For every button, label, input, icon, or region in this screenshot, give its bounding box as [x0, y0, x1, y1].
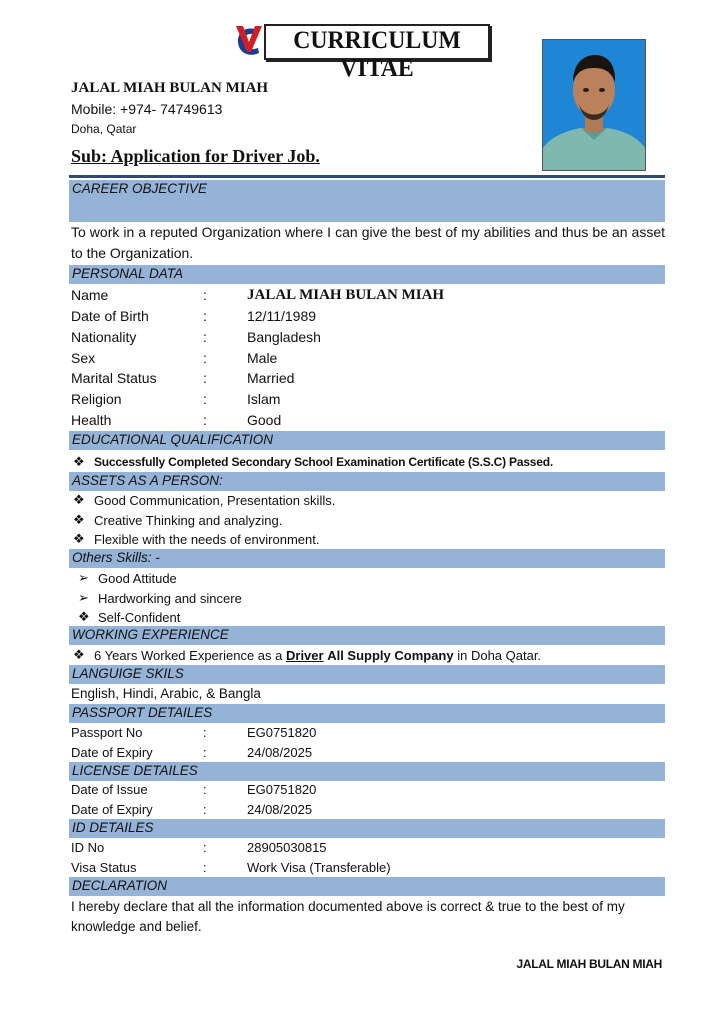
value-id-no: 28905030815: [247, 840, 327, 855]
colon: :: [203, 329, 207, 345]
section-declaration: DECLARATION: [69, 877, 665, 896]
value-nationality: Bangladesh: [247, 329, 321, 345]
education-item: Successfully Completed Secondary School Examination Certificate (S.S.C) Passed.: [94, 455, 554, 469]
label-name: Name: [71, 287, 109, 303]
colon: :: [203, 350, 207, 366]
colon: :: [203, 412, 207, 428]
diamond-bullet-icon: ❖: [73, 454, 85, 469]
diamond-bullet-icon: ❖: [73, 492, 85, 507]
section-working-experience: WORKING EXPERIENCE: [69, 626, 665, 645]
label-sex: Sex: [71, 350, 96, 366]
label-license-issue: Date of Issue: [71, 782, 148, 797]
signature-name: JALAL MIAH BULAN MIAH: [516, 957, 662, 971]
cv-logo: [234, 22, 488, 82]
colon: :: [203, 287, 207, 303]
arrow-bullet-icon: ➢: [78, 590, 89, 605]
person-photo-icon: [543, 40, 645, 170]
diamond-bullet-icon: ❖: [73, 647, 85, 662]
label-nationality: Nationality: [71, 329, 137, 345]
value-religion: Islam: [247, 391, 281, 407]
section-educational-qualification: EDUCATIONAL QUALIFICATION: [69, 431, 665, 450]
colon: :: [203, 860, 207, 875]
value-date-of-birth: 12/11/1989: [247, 308, 317, 324]
logo-frame: [264, 24, 490, 82]
work-company: All Supply Company: [327, 648, 454, 663]
value-health: Good: [247, 412, 282, 428]
label-marital-status: Marital Status: [71, 370, 157, 386]
diamond-bullet-icon: ❖: [73, 531, 85, 546]
value-license-issue: EG0751820: [247, 782, 317, 797]
section-assets: ASSETS AS A PERSON:: [69, 472, 665, 491]
career-objective-text: To work in a reputed Organization where I can give the best of my abilities and thus be an asset to the Organization.: [71, 224, 665, 261]
section-id-details: ID DETAILES: [69, 819, 665, 838]
asset-item: Creative Thinking and analyzing.: [94, 513, 283, 528]
header-divider: [69, 175, 665, 178]
colon: :: [203, 308, 207, 324]
mobile-number: Mobile: +974- 74749613: [71, 101, 223, 117]
work-experience-line: [94, 648, 541, 663]
section-personal-data: PERSONAL DATA: [69, 265, 665, 284]
work-pre: 6 Years Worked Experience as a: [94, 648, 286, 663]
work-role: Driver: [286, 648, 324, 663]
colon: :: [203, 802, 207, 817]
work-post: in Doha Qatar.: [453, 648, 542, 663]
value-license-expiry: 24/08/2025: [247, 802, 313, 817]
skill-item: Self-Confident: [98, 610, 181, 625]
label-id-no: ID No: [71, 840, 105, 855]
value-passport-no: EG0751820: [247, 725, 317, 740]
value-marital-status: Married: [247, 370, 295, 386]
diamond-bullet-icon: ❖: [73, 512, 85, 527]
section-other-skills: Others Skills: -: [69, 549, 665, 568]
location: Doha, Qatar: [71, 122, 137, 136]
colon: :: [203, 725, 207, 740]
section-passport-details: PASSPORT DETAILES: [69, 704, 665, 723]
skill-item: Good Attitude: [98, 571, 177, 586]
value-sex: Male: [247, 350, 278, 366]
subject-line: Sub: Application for Driver Job.: [71, 146, 320, 166]
applicant-name: JALAL MIAH BULAN MIAH: [71, 80, 269, 96]
value-visa-status: Work Visa (Transferable): [247, 860, 391, 875]
label-license-expiry: Date of Expiry: [71, 802, 153, 817]
label-visa-status: Visa Status: [71, 860, 137, 875]
value-passport-expiry: 24/08/2025: [247, 745, 313, 760]
label-passport-no: Passport No: [71, 725, 143, 740]
asset-item: Good Communication, Presentation skills.: [94, 493, 336, 508]
profile-photo: [542, 39, 646, 171]
asset-item: Flexible with the needs of environment.: [94, 532, 320, 547]
declaration-text: I hereby declare that all the information documented above is correct & true to the best of my knowledge and belief.: [71, 899, 625, 934]
section-language-skills: LANGUIGE SKILS: [69, 665, 665, 684]
colon: :: [203, 745, 207, 760]
diamond-bullet-icon: ❖: [78, 609, 90, 624]
colon: :: [203, 840, 207, 855]
section-license-details: LICENSE DETAILES: [69, 762, 665, 781]
label-date-of-birth: Date of Birth: [71, 308, 149, 324]
value-name: JALAL MIAH BULAN MIAH: [247, 287, 445, 303]
label-religion: Religion: [71, 391, 122, 407]
colon: :: [203, 782, 207, 797]
label-passport-expiry: Date of Expiry: [71, 745, 153, 760]
colon: :: [203, 370, 207, 386]
vc-logo-icon: [234, 22, 264, 60]
language-list: English, Hindi, Arabic, & Bangla: [71, 686, 261, 701]
colon: :: [203, 391, 207, 407]
section-career-objective: CAREER OBJECTIVE: [69, 180, 665, 222]
logo-text: CURRICULUM VITAE: [293, 27, 461, 82]
skill-item: Hardworking and sincere: [98, 591, 242, 606]
arrow-bullet-icon: ➢: [78, 570, 89, 585]
label-health: Health: [71, 412, 112, 428]
